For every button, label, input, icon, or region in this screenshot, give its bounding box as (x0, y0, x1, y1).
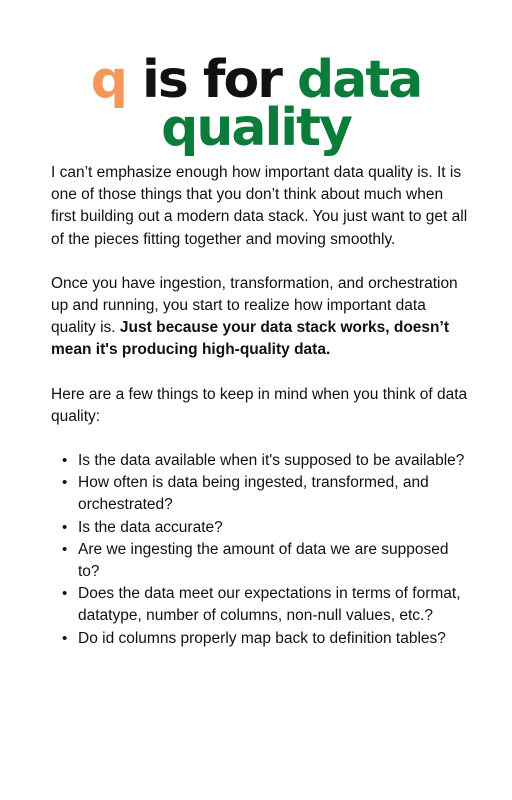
list-item (51, 539, 471, 583)
title-letter-q: q (90, 50, 126, 110)
article-body (51, 162, 471, 650)
title-quality-word: quality (161, 98, 351, 158)
title-is-for: is for (142, 50, 281, 110)
paragraph-data-stack-text: Once you have ingestion, transformation, and orchestration up and running, you start to realize how important data quality is. (51, 274, 458, 337)
page-title (0, 50, 512, 158)
paragraph-data-stack-emphasis: Just because your data stack works, doesn’t mean it's producing high-quality data. (51, 319, 449, 359)
bullet-icon: • (62, 585, 68, 603)
paragraph-data-stack (51, 273, 471, 362)
checklist (51, 450, 471, 650)
list-item-text: How often is data being ingested, transformed, and orchestrated? (78, 474, 429, 514)
list-item-text: Do id columns properly map back to definition tables? (78, 629, 446, 647)
list-item (51, 517, 471, 539)
bullet-icon: • (62, 540, 68, 558)
bullet-icon: • (62, 629, 68, 647)
list-item (51, 628, 471, 650)
list-item (51, 472, 471, 516)
paragraph-list-intro: Here are a few things to keep in mind when you think of data quality: (51, 385, 468, 425)
list-item-text: Is the data available when it's supposed to be available? (78, 452, 465, 470)
bullet-icon: • (62, 452, 68, 470)
bullet-icon: • (62, 474, 68, 492)
bullet-icon: • (62, 518, 68, 536)
list-item-text: Does the data meet our expectations in terms of format, datatype, number of columns, non-null values, etc.? (78, 585, 461, 625)
list-item (51, 450, 471, 472)
list-item-text: Is the data accurate? (78, 518, 223, 536)
list-item-text: Are we ingesting the amount of data we are supposed to? (78, 540, 449, 581)
title-data-word: data (297, 50, 422, 110)
list-item (51, 583, 471, 627)
paragraph-intro: I can’t emphasize enough how important data quality is. It is one of those things that you don’t think about much when first building out a modern data stack. You just want to get all of the pieces fitting together and moving smoothly. (51, 164, 468, 248)
